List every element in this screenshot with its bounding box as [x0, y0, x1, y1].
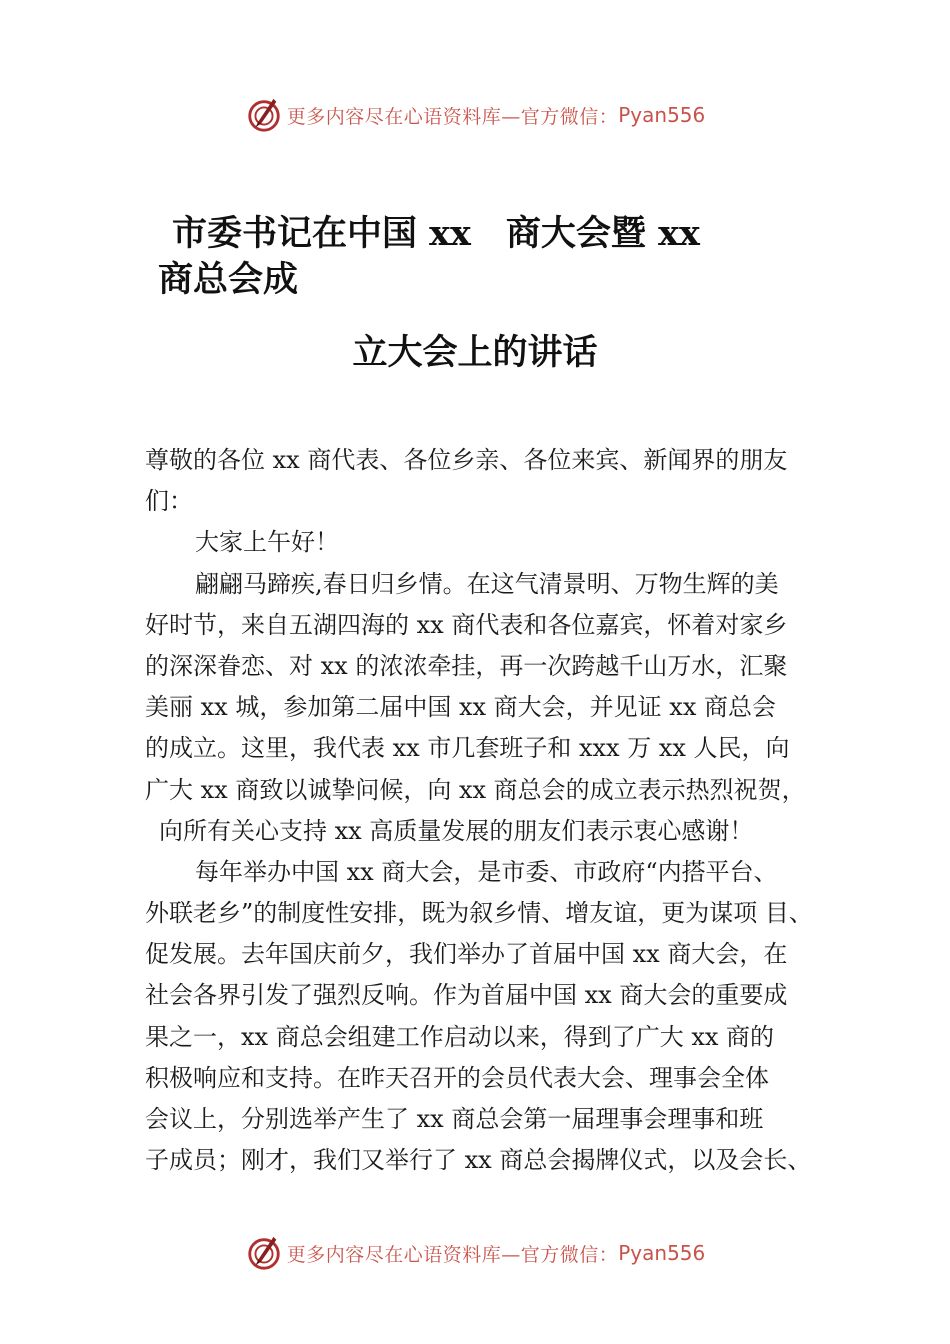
title-line-2: 商总会成	[158, 259, 299, 300]
body-line: 广大 xx 商致以诚挚问候，向 xx 商总会的成立表示热烈祝贺，	[145, 775, 806, 804]
quill-pen-logo-icon	[245, 96, 283, 134]
header-wechat-id: Pyan556	[618, 103, 706, 127]
body-line: 们：	[145, 487, 193, 516]
body-line: 翩翩马蹄疾,春日归乡情。在这气清景明、万物生辉的美	[195, 569, 779, 598]
header-banner	[0, 95, 950, 135]
document-body	[145, 440, 825, 1181]
footer-banner-text: 更多内容尽在心语资料库—官方微信：	[286, 1243, 619, 1266]
header-banner-text: 更多内容尽在心语资料库—官方微信：	[286, 105, 619, 128]
body-line: 促发展。去年国庆前夕，我们举办了首届中国 xx 商大会，在	[145, 940, 788, 969]
body-line: 社会各界引发了强烈反响。作为首届中国 xx 商大会的重要成	[145, 981, 788, 1010]
body-line: 的成立。这里，我代表 xx 市几套班子和 xxx 万 xx 人民，向	[145, 734, 790, 763]
body-line: 美丽 xx 城，参加第二届中国 xx 商大会，并见证 xx 商总会	[145, 693, 776, 722]
body-line: 果之一，xx 商总会组建工作启动以来，得到了广大 xx 商的	[145, 1022, 775, 1051]
body-line: 大家上午好！	[195, 528, 339, 557]
body-line: 的深深眷恋、对 xx 的浓浓牵挂，再一次跨越千山万水，汇聚	[145, 651, 788, 680]
body-line: 子成员；刚才，我们又举行了 xx 商总会揭牌仪式，以及会长、	[145, 1146, 812, 1175]
footer-banner	[0, 1233, 950, 1273]
body-line: 每年举办中国 xx 商大会，是市委、市政府“内搭平台、	[195, 857, 778, 886]
title-line-1: 市委书记在中国 xx 商大会暨 xx	[172, 213, 700, 254]
body-line: 外联老乡”的制度性安排，既为叙乡情、增友谊，更为谋项 目、	[145, 899, 813, 928]
body-line: 向所有关心支持 xx 高质量发展的朋友们表示衷心感谢！	[159, 816, 754, 845]
body-line: 好时节，来自五湖四海的 xx 商代表和各位嘉宾，怀着对家乡	[145, 610, 788, 639]
footer-wechat-id: Pyan556	[618, 1241, 706, 1265]
quill-pen-logo-icon	[245, 1234, 283, 1272]
title-line-3: 立大会上的讲话	[352, 332, 598, 373]
body-line: 积极响应和支持。在昨天召开的会员代表大会、理事会全体	[145, 1063, 769, 1092]
body-line: 尊敬的各位 xx 商代表、各位乡亲、各位来宾、新闻界的朋友	[145, 446, 788, 474]
body-line: 会议上，分别选举产生了 xx 商总会第一届理事会理事和班	[145, 1105, 764, 1133]
